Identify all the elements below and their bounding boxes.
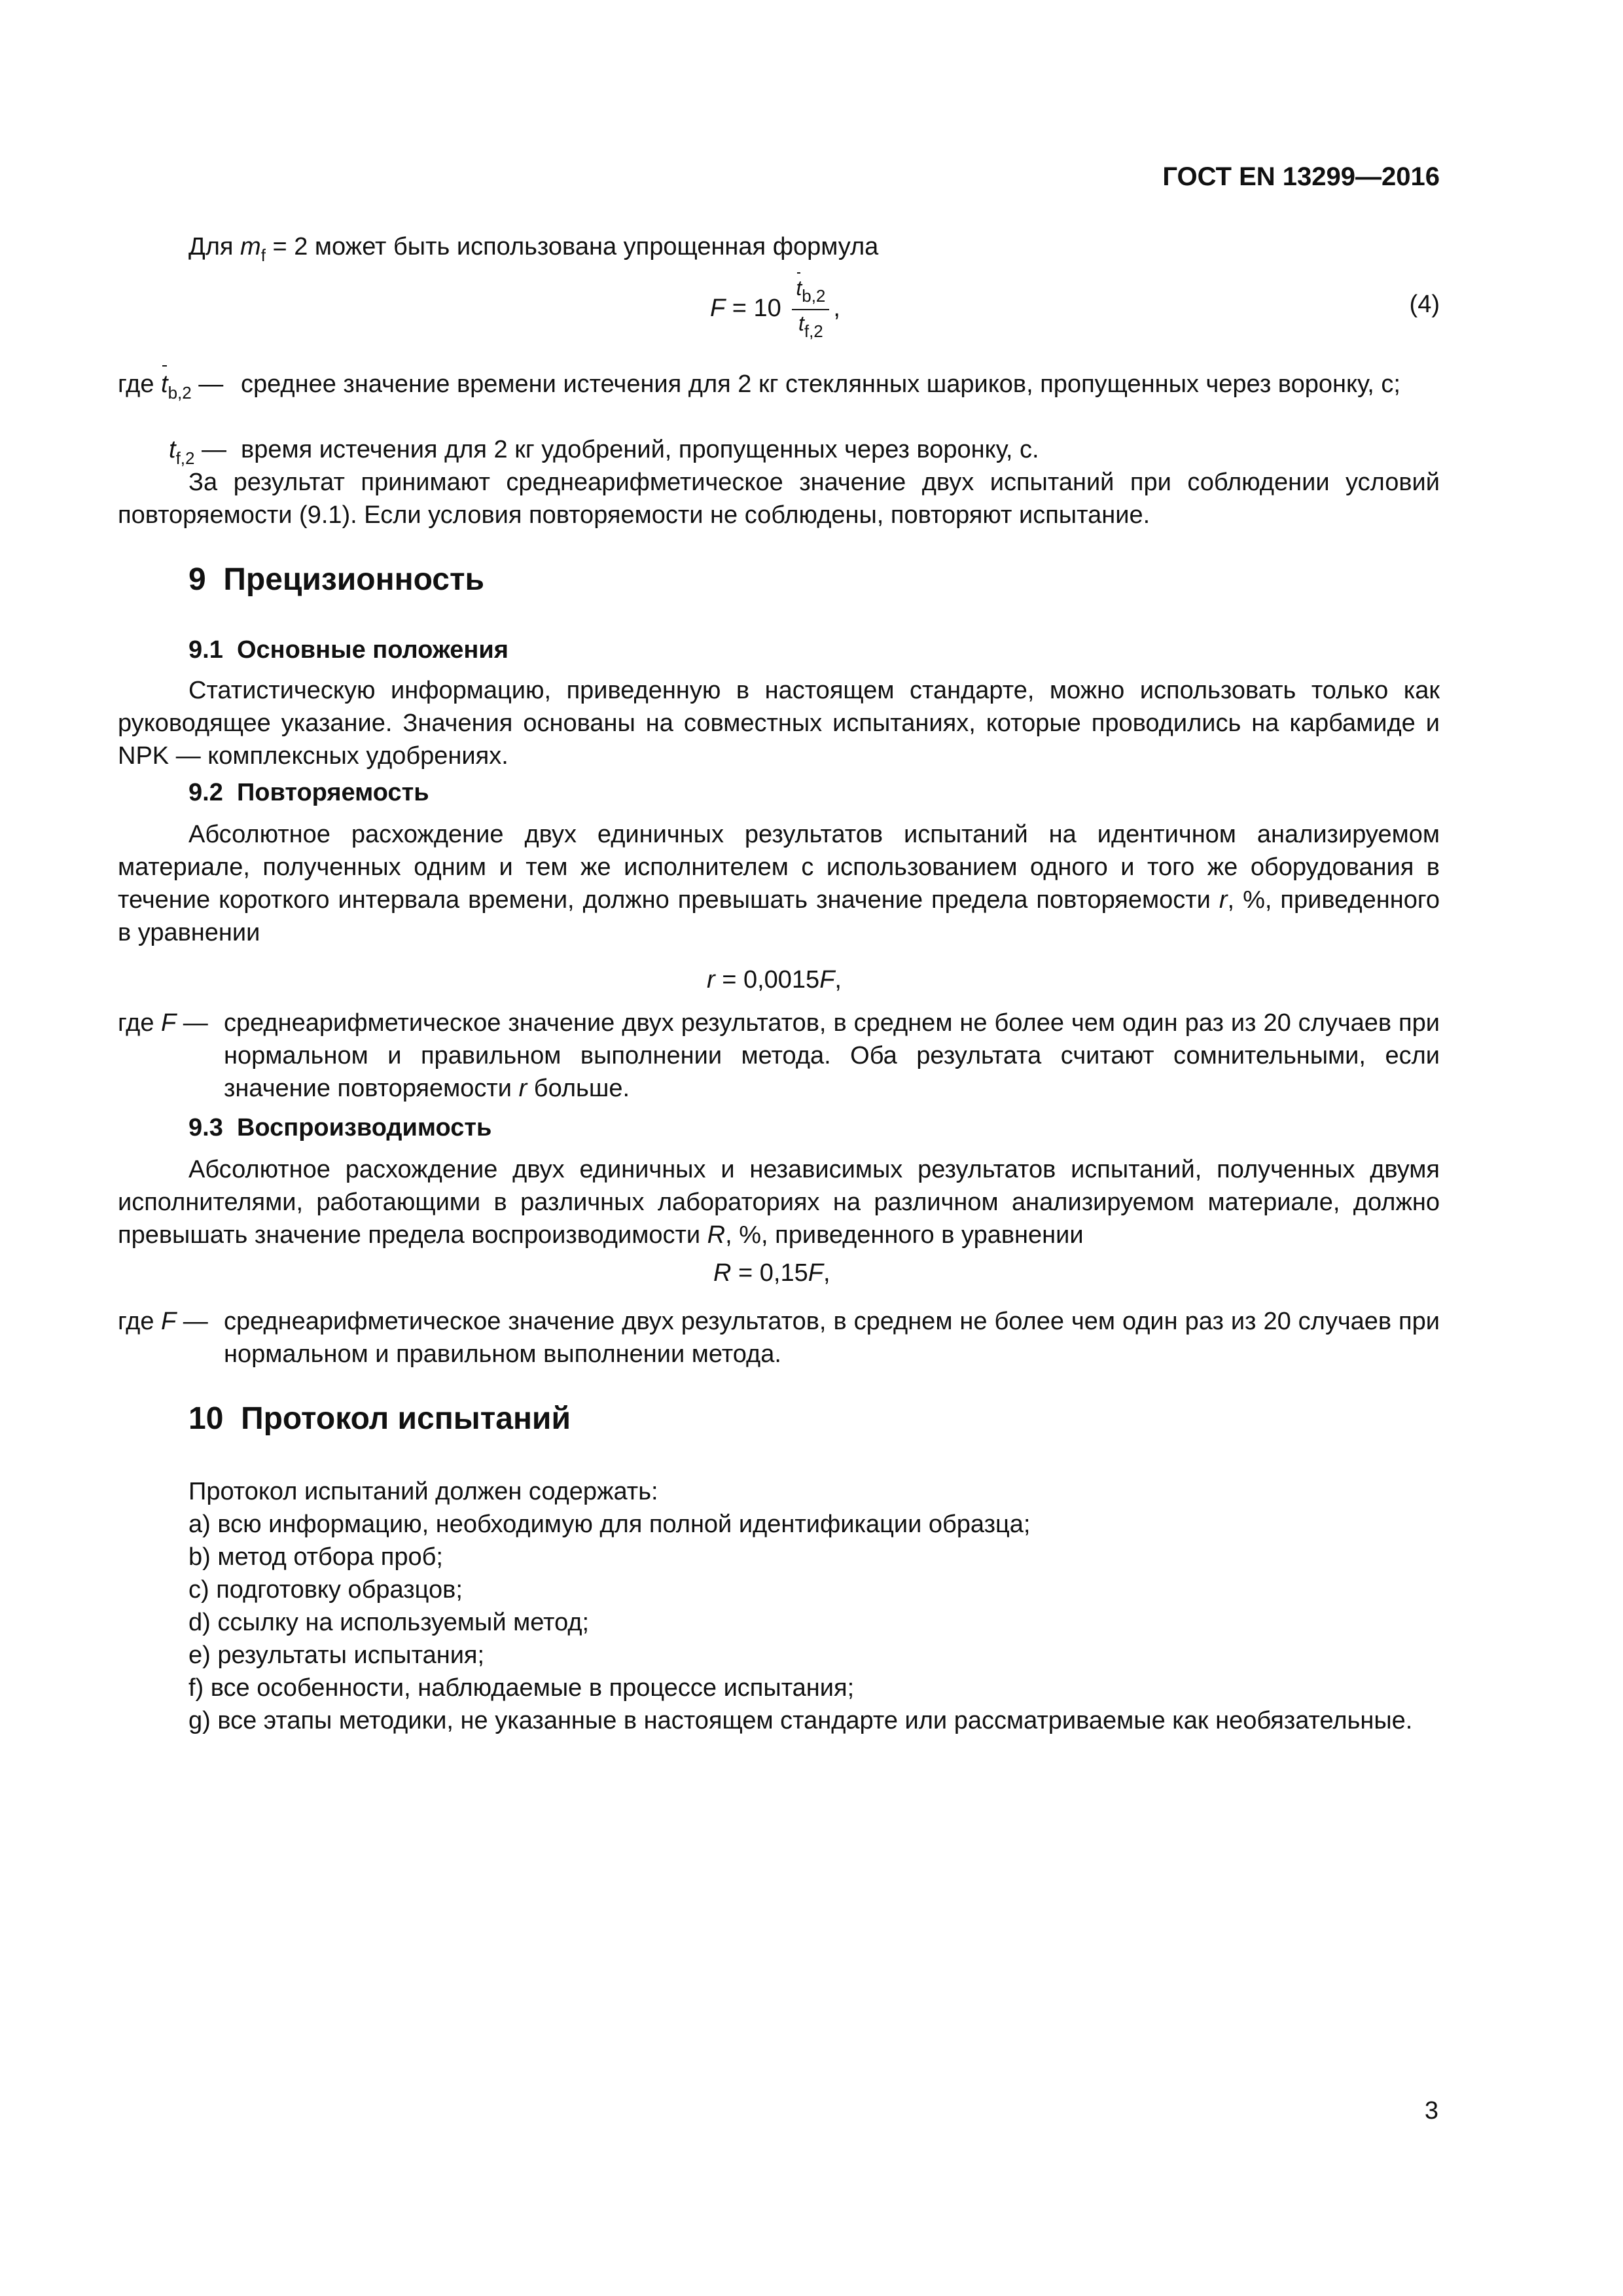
where-var: F: [161, 1308, 177, 1335]
denominator-var: t: [798, 312, 804, 335]
eq-rest: = 0,0015: [715, 966, 820, 994]
where-4-item2-def: время истечения для 2 кг удобрений, пропущенных через воронку, с.: [241, 436, 1039, 463]
text-before: Абсолютное расхождение двух единичных результатов испытаний на идентичном анализируемом материале, полученных одним и тем же исполнителем с использованием одного и того же оборудования в течение короткого интервала времени, должно превышать значение предела повторяемости: [118, 821, 1440, 914]
where-4-item1-def: среднее значение времени истечения для 2 кг стеклянных шариков, пропущенных через воронку, с;: [241, 370, 1400, 398]
formula-intro: [188, 230, 878, 272]
formula-4-fraction: [792, 275, 829, 344]
where-lead: где: [118, 1308, 162, 1335]
eq-end: ,: [823, 1259, 830, 1287]
where-var-sub: f,2: [175, 448, 195, 468]
text-after: , %, приведенного в уравнении: [118, 886, 1440, 946]
where-text-after: больше.: [527, 1075, 630, 1102]
where-var: t: [161, 368, 168, 401]
section-number: 9: [188, 562, 206, 597]
where-9-3-term: [118, 1305, 208, 1338]
subsection-number: 9.2: [188, 779, 223, 806]
formula-intro-suffix: = 2 может быть использована упрощенная формула: [265, 233, 879, 260]
section-9-heading: [188, 562, 484, 598]
list-item: b) метод отбора проб;: [188, 1543, 443, 1571]
list-item: a) всю информацию, необходимую для полной идентификации образца;: [188, 1511, 1031, 1538]
equation-reproducibility: [713, 1257, 830, 1289]
result-paragraph: За результат принимают среднеарифметическое значение двух испытаний при соблюдении условий повторяемости (9.1). Если условия повторяемости не соблюдены, повторяют испытание.: [118, 469, 1440, 529]
protocol-intro: Протокол испытаний должен содержать:: [188, 1478, 658, 1505]
where-var: t: [169, 436, 176, 463]
formula-intro-var: m: [240, 233, 261, 260]
list-item: c) подготовку образцов;: [188, 1576, 463, 1604]
text-var: R: [707, 1221, 726, 1249]
formula-4-number: (4): [1409, 291, 1440, 318]
list-item: d) ссылку на используемый метод;: [188, 1609, 590, 1636]
eq-var: R: [713, 1259, 732, 1287]
standard-id-header: ГОСТ EN 13299—2016: [1162, 162, 1440, 191]
formula-4-eq: = 10: [725, 295, 789, 323]
formula-4-lhs: F: [710, 295, 726, 323]
text-after: , %, приведенного в уравнении: [725, 1221, 1084, 1249]
where-text-var: r: [518, 1075, 527, 1102]
where-9-2-term: [118, 1007, 208, 1039]
where-dash: —: [191, 370, 224, 398]
subsection-9-1-text: Статистическую информацию, приведенную в настоящем стандарте, можно использовать только как руководящее указание. Значения основаны на совместных испытаниях, которые проводились на карбамиде и NPK — комплексных удобрениях.: [118, 677, 1440, 770]
formula-4: [710, 275, 840, 344]
subsection-9-3-heading: [188, 1114, 491, 1142]
denominator-sub: f,2: [804, 321, 823, 341]
where-4-item1-term: [118, 368, 223, 409]
eq-end: ,: [834, 966, 842, 994]
subsection-9-2-text: [118, 818, 1440, 949]
eq-rest: = 0,15: [731, 1259, 808, 1287]
text-var: r: [1219, 886, 1228, 914]
equation-repeatability: [707, 963, 842, 996]
eq-var: r: [707, 966, 715, 994]
formula-4-numerator: [792, 275, 829, 310]
where-lead: где: [118, 370, 162, 398]
subsection-9-1-heading: [188, 636, 508, 664]
subsection-9-3-text: [118, 1153, 1440, 1251]
section-title: Прецизионность: [223, 562, 484, 597]
where-9-2-def: [224, 1007, 1440, 1105]
list-item: e) результаты испытания;: [188, 1641, 485, 1669]
subsection-title: Повторяемость: [236, 779, 429, 806]
where-var: F: [161, 1009, 177, 1037]
eq-f: F: [819, 966, 835, 994]
where-dash: —: [194, 436, 227, 463]
formula-4-denominator: [792, 310, 829, 344]
section-title: Протокол испытаний: [241, 1401, 571, 1436]
list-item: g) все этапы методики, не указанные в настоящем стандарте или рассматриваемые как необязательные.: [188, 1707, 1413, 1734]
list-item: f) все особенности, наблюдаемые в процессе испытания;: [188, 1674, 855, 1702]
subsection-number: 9.3: [188, 1114, 223, 1141]
section-number: 10: [188, 1401, 224, 1436]
text-before: Абсолютное расхождение двух единичных и независимых результатов испытаний, полученных двумя исполнителями, работающими в различных лабораториях на различном анализируемом материале, должно превышать значение предела воспроизводимости: [118, 1156, 1440, 1249]
formula-4-trail: ,: [833, 295, 840, 323]
subsection-9-2-heading: [188, 779, 429, 807]
where-var-sub: b,2: [168, 383, 192, 403]
where-dash: —: [176, 1009, 208, 1037]
formula-intro-prefix: Для: [188, 233, 241, 260]
subsection-number: 9.1: [188, 636, 223, 664]
formula-intro-var-sub: f: [260, 245, 266, 265]
where-9-3-def: среднеарифметическое значение двух результатов, в среднем не более чем один раз из 20 случаев при нормальном и правильном выполнении метода.: [224, 1308, 1440, 1368]
subsection-title: Воспроизводимость: [236, 1114, 492, 1141]
numerator-var: t: [796, 276, 802, 300]
where-dash: —: [176, 1308, 208, 1335]
where-text-before: среднеарифметическое значение двух результатов, в среднем не более чем один раз из 20 случаев при нормальном и правильном выполнении метода. Оба результата считают сомнительными, если значение повторяемости: [224, 1009, 1440, 1102]
subsection-title: Основные положения: [236, 636, 508, 664]
eq-f: F: [808, 1259, 823, 1287]
page-number: 3: [1424, 2097, 1438, 2125]
where-lead: где: [118, 1009, 162, 1037]
section-10-heading: [188, 1401, 571, 1437]
numerator-sub: b,2: [802, 286, 826, 306]
